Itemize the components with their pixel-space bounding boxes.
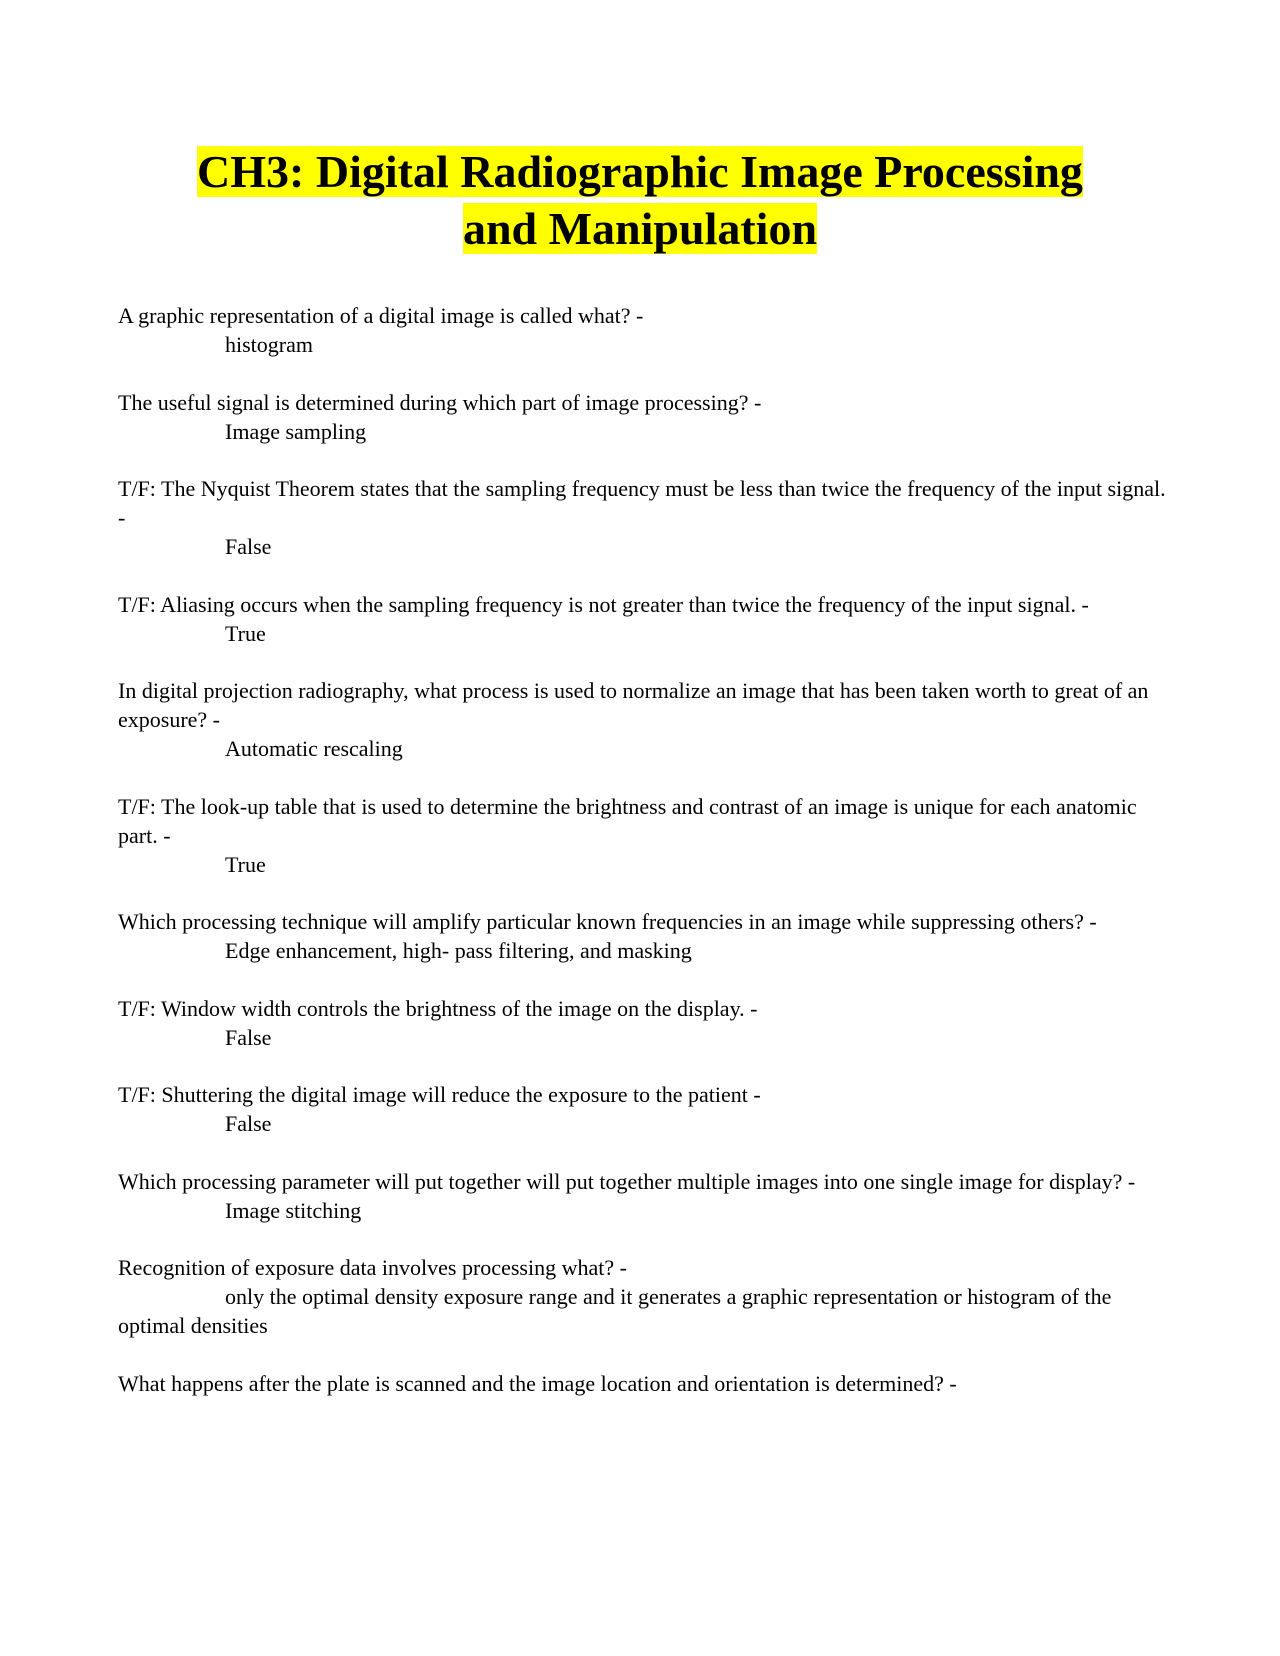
qa-item-1 [118, 301, 1170, 359]
question-text: T/F: Aliasing occurs when the sampling frequency is not greater than twice the frequency of the input signal. - [118, 591, 1089, 617]
qa-item-9 [118, 1080, 1170, 1138]
qa-item-5 [118, 676, 1170, 763]
answer-text: True [225, 620, 266, 646]
qa-item-3 [118, 474, 1170, 561]
question-text: Recognition of exposure data involves processing what? - [118, 1255, 627, 1280]
page-title-line-2: and Manipulation [462, 203, 818, 254]
question-text: In digital projection radiography, what process is used to normalize an image that has been taken worth to great of an exposure? - [118, 678, 1149, 732]
question-text: T/F: The look-up table that is used to determine the brightness and contrast of an image is unique for each anatomic part. - [118, 793, 1137, 848]
qa-item-6 [118, 792, 1170, 879]
answer-block [118, 1282, 1170, 1340]
answer-text: Image stitching [225, 1197, 362, 1223]
question-text: The useful signal is determined during which part of image processing? - [118, 389, 762, 415]
qa-item-10 [118, 1167, 1170, 1225]
answer-text: Edge enhancement, high- pass filtering, and masking [225, 938, 692, 963]
answer-text: Image sampling [225, 418, 367, 444]
qa-item-12 [118, 1369, 1170, 1398]
question-text: Which processing technique will amplify particular known frequencies in an image while suppressing others? - [118, 909, 1097, 934]
question-text: What happens after the plate is scanned and the image location and orientation is determined? - [118, 1370, 957, 1396]
answer-text: Automatic rescaling [225, 736, 403, 761]
question-text: A graphic representation of a digital image is called what? - [118, 303, 644, 328]
qa-item-7 [118, 907, 1170, 965]
page-title-line-1: CH3: Digital Radiographic Image Processing [197, 146, 1083, 197]
qa-item-8 [118, 994, 1170, 1052]
question-text: Which processing parameter will put together will put together multiple images into one single image for display? - [118, 1168, 1136, 1194]
question-text: T/F: The Nyquist Theorem states that the sampling frequency must be less than twice the frequency of the input signal. - [118, 476, 1166, 530]
answer-text: only the optimal density exposure range and it generates a graphic representation or histogram of the optimal densities [118, 1284, 1112, 1338]
question-text: T/F: Shuttering the digital image will reduce the exposure to the patient - [118, 1082, 761, 1107]
answer-text: False [225, 1024, 272, 1050]
answer-text: True [225, 851, 266, 877]
qa-item-2 [118, 388, 1170, 446]
qa-item-4 [118, 590, 1170, 648]
answer-text: histogram [225, 332, 313, 357]
question-answer-list [118, 301, 1170, 1426]
question-text: T/F: Window width controls the brightness of the image on the display. - [118, 995, 758, 1021]
page-title [0, 143, 1280, 257]
answer-text: False [225, 1111, 272, 1136]
qa-item-11 [118, 1253, 1170, 1340]
answer-text: False [225, 534, 272, 559]
